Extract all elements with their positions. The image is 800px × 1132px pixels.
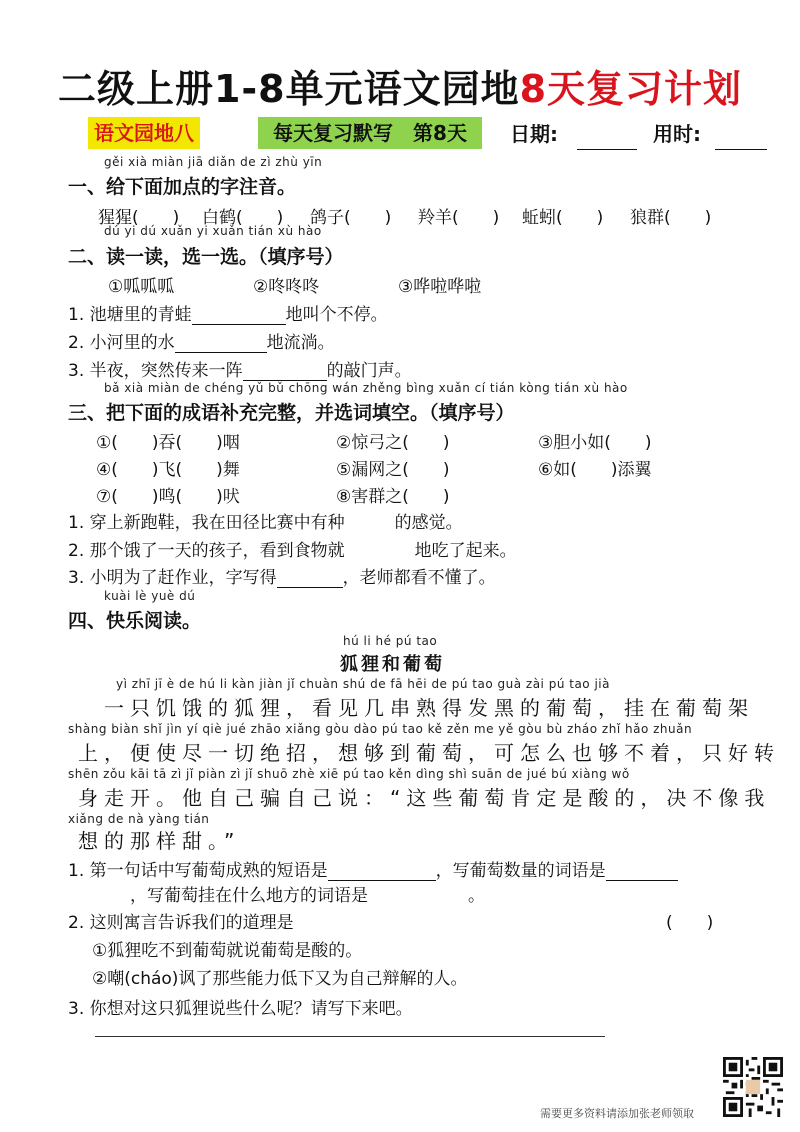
story-pinyin-line: yì zhī jī è de hú li kàn jiàn jǐ chuàn shú de fā hēi de pú tao guà zài pú tao jià bbox=[116, 677, 610, 691]
story-line: 想的那样甜。” bbox=[78, 829, 241, 853]
answer-line[interactable] bbox=[95, 1036, 605, 1037]
s3-question-1: 1. 穿上新跑鞋，我在田径比赛中有种 的感觉。 bbox=[68, 513, 463, 533]
story-pinyin-line: shàng biàn shǐ jìn yí qiè jué zhāo xiǎng gòu dào pú tao kě zěn me yě gòu bù zháo zhǐ hǎo zhuǎn bbox=[68, 722, 693, 736]
title-main: 二级上册1-8单元语文园地 bbox=[57, 67, 520, 111]
s1-pinyin: gěi xià miàn jiā diǎn de zì zhù yīn bbox=[104, 155, 323, 169]
s2-question-3: 3. 半夜，突然传来一阵 的敲门声。 bbox=[68, 361, 412, 381]
story-pinyin-line: shēn zǒu kāi tā zì jǐ piàn zì jǐ shuō zhè xiē pú tao kěn dìng shì suān de jué bú xiàng wǒ bbox=[68, 767, 630, 781]
idiom-item: ⑥如( )添翼 bbox=[538, 460, 652, 480]
s1-item: 羚羊( ) bbox=[418, 208, 500, 228]
answer-blank[interactable] bbox=[368, 888, 468, 906]
idiom-item: ③胆小如( ) bbox=[538, 433, 652, 453]
s2-question-2: 2. 小河里的水 地流淌。 bbox=[68, 333, 335, 353]
s3-heading: 三、把下面的成语补充完整，并选词填空。（填序号） bbox=[68, 402, 515, 424]
idiom-item: ①( )吞( )咽 bbox=[96, 433, 240, 453]
s2-option: ①呱呱呱 bbox=[108, 277, 175, 297]
answer-blank[interactable] bbox=[345, 515, 395, 533]
answer-blank[interactable] bbox=[192, 306, 286, 325]
time-label: 用时: bbox=[653, 122, 701, 146]
title-highlight: 8天复习计划 bbox=[519, 67, 743, 111]
story-line: 一只饥饿的狐狸，看见几串熟得发黑的葡萄，挂在葡萄架 bbox=[104, 696, 754, 720]
s4-heading: 四、快乐阅读。 bbox=[68, 610, 202, 632]
s2-heading: 二、读一读，选一选。（填序号） bbox=[68, 246, 344, 268]
answer-blank[interactable] bbox=[606, 862, 678, 881]
idiom-item: ④( )飞( )舞 bbox=[96, 460, 240, 480]
s2-pinyin: dú yi dú xuǎn yi xuǎn tián xù hào bbox=[104, 224, 322, 238]
page-title bbox=[0, 58, 800, 113]
choice-option: ①狐狸吃不到葡萄就说葡萄是酸的。 bbox=[92, 941, 363, 961]
answer-blank[interactable] bbox=[345, 543, 415, 561]
story-title-pinyin: hú li hé pú tao bbox=[343, 634, 438, 648]
story-line: 上，便使尽一切绝招，想够到葡萄，可怎么也够不着，只好转 bbox=[78, 741, 780, 765]
footer-note: 需要更多资料请添加张老师领取 bbox=[540, 1107, 694, 1120]
s2-option: ③哗啦哗啦 bbox=[398, 277, 482, 297]
s3-question-3: 3. 小明为了赶作业，字写得 ，老师都看不懂了。 bbox=[68, 568, 496, 588]
s2-question-1: 1. 池塘里的青蛙 地叫个不停。 bbox=[68, 305, 388, 325]
s1-item: 猩猩( ) bbox=[98, 208, 180, 228]
s4-question-1: 1. 第一句话中写葡萄成熟的短语是 ，写葡萄数量的词语是 bbox=[68, 856, 678, 881]
story-pinyin-line: xiǎng de nà yàng tián bbox=[68, 812, 210, 826]
unit-badge: 语文园地八 bbox=[88, 117, 200, 149]
s4-pinyin: kuài lè yuè dú bbox=[104, 589, 196, 603]
s1-item: 鸽子( ) bbox=[310, 208, 392, 228]
story-title: 狐狸和葡萄 bbox=[340, 654, 445, 675]
date-label: 日期: bbox=[510, 122, 558, 146]
choice-option: ②嘲(cháo)讽了那些能力低下又为自己辩解的人。 bbox=[92, 969, 468, 989]
idiom-item: ⑤漏网之( ) bbox=[336, 460, 450, 480]
s4-question-2: 2. 这则寓言告诉我们的道理是 bbox=[68, 913, 294, 933]
s1-item: 蚯蚓( ) bbox=[522, 208, 604, 228]
s2-option: ②咚咚咚 bbox=[253, 277, 320, 297]
date-field[interactable] bbox=[577, 118, 637, 150]
story-line: 身走开。他自己骗自己说：“这些葡萄肯定是酸的，决不像我 bbox=[78, 786, 771, 810]
answer-paren[interactable]: ( ) bbox=[666, 913, 714, 933]
answer-blank[interactable] bbox=[277, 569, 343, 588]
s3-question-2: 2. 那个饿了一天的孩子，看到食物就 地吃了起来。 bbox=[68, 541, 517, 561]
qr-code-icon bbox=[723, 1057, 783, 1117]
s4-question-1-cont: ，写葡萄挂在什么地方的词语是 。 bbox=[130, 886, 485, 906]
time-field[interactable] bbox=[715, 118, 767, 150]
idiom-item: ⑦( )鸣( )吠 bbox=[96, 487, 240, 507]
review-plan-label: 每天复习默写 第8天 bbox=[258, 117, 482, 149]
s1-item: 狼群( ) bbox=[630, 208, 712, 228]
idiom-item: ②惊弓之( ) bbox=[336, 433, 450, 453]
answer-blank[interactable] bbox=[328, 862, 436, 881]
answer-blank[interactable] bbox=[243, 362, 327, 381]
answer-blank[interactable] bbox=[175, 334, 267, 353]
idiom-item: ⑧害群之( ) bbox=[336, 487, 450, 507]
s1-heading: 一、给下面加点的字注音。 bbox=[68, 176, 297, 198]
s4-question-3: 3. 你想对这只狐狸说些什么呢？请写下来吧。 bbox=[68, 999, 413, 1019]
s1-item: 白鹤( ) bbox=[202, 208, 284, 228]
s3-pinyin: bǎ xià miàn de chéng yǔ bǔ chōng wán zhěng bìng xuǎn cí tián kòng tián xù hào bbox=[104, 381, 628, 395]
